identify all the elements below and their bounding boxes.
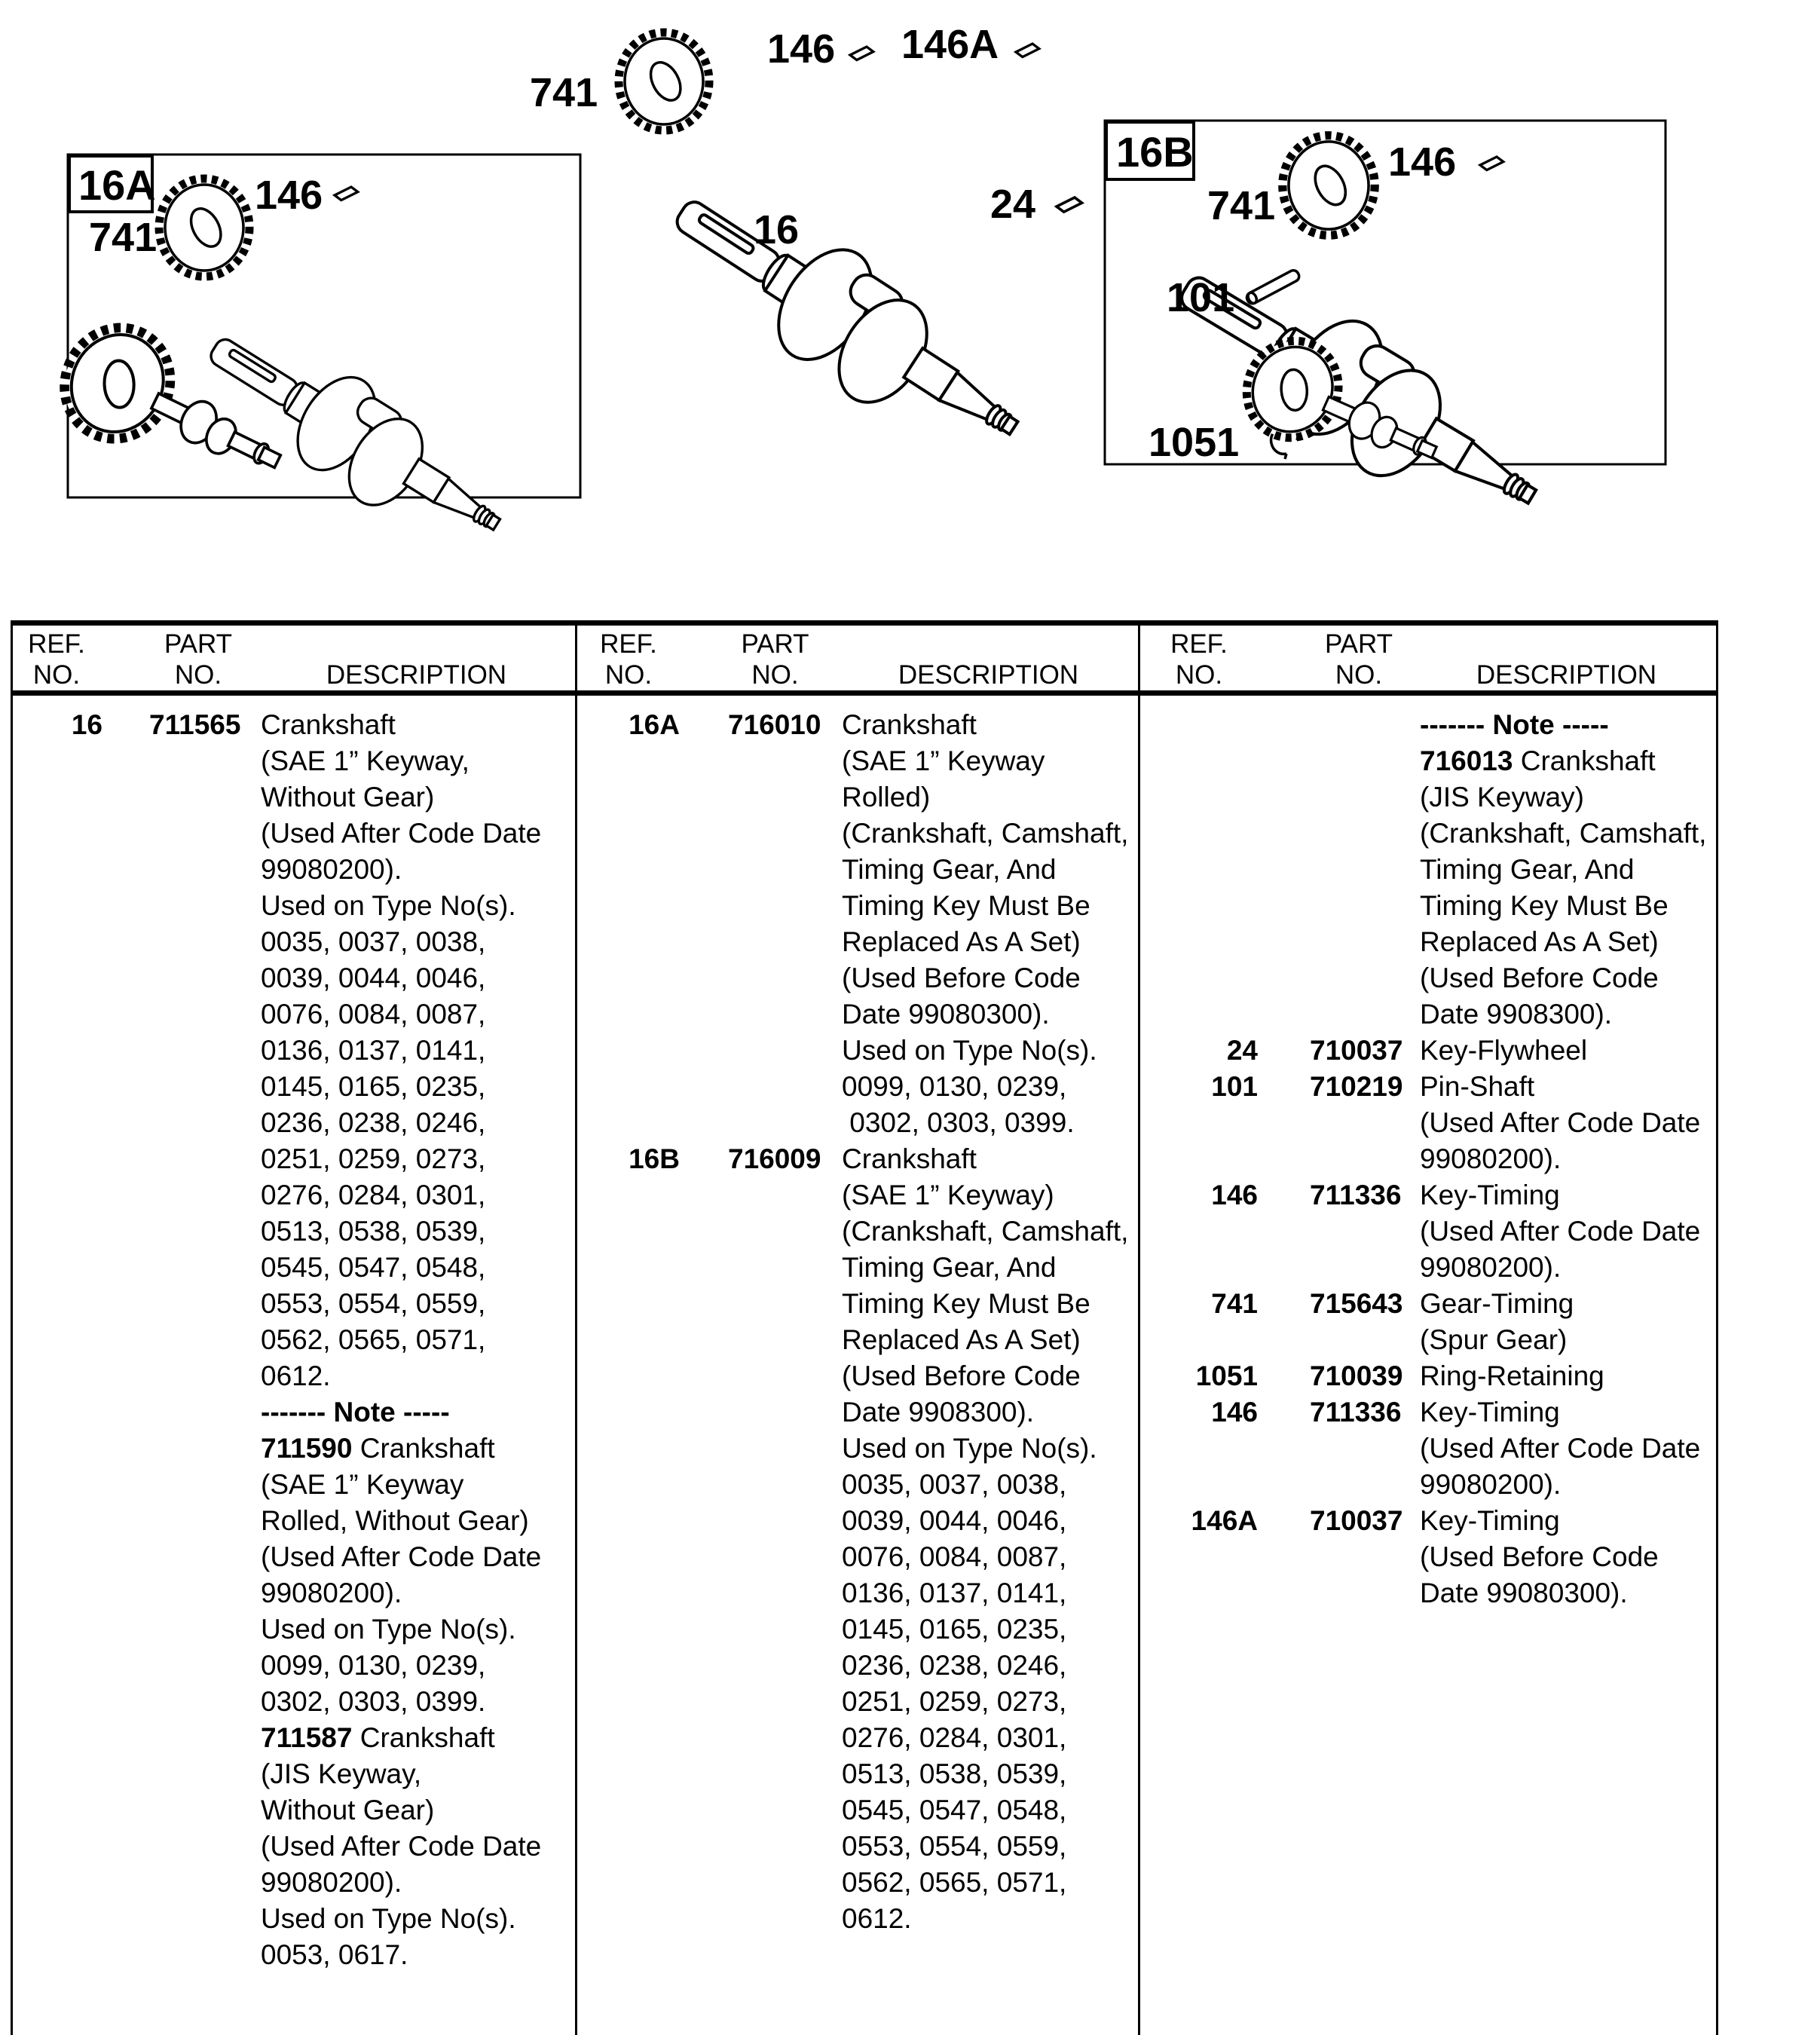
- description-line: 0145, 0165, 0235,: [261, 1071, 486, 1102]
- description-line: 0099, 0130, 0239,: [261, 1650, 486, 1681]
- description-line: 0236, 0238, 0246,: [261, 1107, 486, 1138]
- description-line: Rolled): [842, 782, 931, 812]
- description-line: 0545, 0547, 0548,: [842, 1795, 1067, 1825]
- key-icon: [1480, 157, 1503, 170]
- part-no-header: PART NO.: [741, 629, 809, 690]
- description-line: Crankshaft: [261, 709, 396, 740]
- part-callout-146: 146: [767, 26, 836, 72]
- description-line: Used on Type No(s).: [261, 890, 516, 921]
- part-callout-741: 741: [530, 70, 598, 115]
- ref-no-cell: 146: [1211, 1180, 1258, 1210]
- description-line: 99080200).: [261, 1578, 402, 1608]
- description-line: 0562, 0565, 0571,: [842, 1867, 1067, 1898]
- description-line: Timing Gear, And: [842, 1252, 1057, 1283]
- part-no-cell: 715643: [1310, 1288, 1403, 1319]
- table-right-border: [1716, 620, 1718, 2035]
- description-line: 0076, 0084, 0087,: [261, 999, 486, 1030]
- ref-no-header: REF. NO.: [28, 629, 85, 690]
- description-line: Ring-Retaining: [1420, 1360, 1604, 1391]
- crankshaft-drawing: [647, 161, 1047, 480]
- part-no-header: PART NO.: [164, 629, 233, 690]
- description-line: ------- Note -----: [1420, 709, 1609, 740]
- description-line: Key-Flywheel: [1420, 1035, 1588, 1066]
- part-no-cell: 711336: [1310, 1180, 1402, 1210]
- description-header: DESCRIPTION: [898, 660, 1079, 690]
- key-icon: [335, 187, 358, 200]
- table-header-separator: [11, 690, 1718, 696]
- description-line: (SAE 1” Keyway: [842, 745, 1045, 776]
- part-callout-146a: 146A: [901, 22, 999, 67]
- part-callout-101: 101: [1167, 275, 1235, 320]
- description-line: (SAE 1” Keyway,: [261, 745, 470, 776]
- description-line: 0251, 0259, 0273,: [261, 1143, 486, 1174]
- description-line: Date 99080300).: [842, 999, 1050, 1030]
- description-line: (Crankshaft, Camshaft,: [842, 1216, 1129, 1247]
- key-icon: [850, 47, 873, 60]
- description-line: Replaced As A Set): [842, 926, 1081, 957]
- box-16a-label: 16A: [78, 161, 156, 209]
- column-header: [11, 629, 572, 690]
- description-line: Gear-Timing: [1420, 1288, 1574, 1319]
- diagram-box-16b: [1105, 121, 1666, 552]
- part-no-cell: 710039: [1310, 1360, 1403, 1391]
- ref-no-cell: 16A: [629, 709, 680, 740]
- part-no-cell: 711336: [1310, 1397, 1402, 1428]
- description-line: (Used Before Code: [1420, 1541, 1659, 1572]
- description-line: (JIS Keyway): [1420, 782, 1584, 812]
- pin-shaft-icon: [1245, 268, 1301, 305]
- part-callout-741: 741: [89, 215, 158, 260]
- description-line: Key-Timing: [1420, 1505, 1560, 1536]
- column-header: [577, 629, 1135, 690]
- description-line: 0302, 0303, 0399.: [261, 1686, 486, 1717]
- description-line: Crankshaft: [842, 1143, 977, 1174]
- part-callout-741: 741: [1207, 183, 1276, 228]
- column-header: [1140, 629, 1713, 690]
- description-line: Timing Gear, And: [1420, 854, 1635, 885]
- description-line: Used on Type No(s).: [261, 1903, 516, 1934]
- description-line: 711590 Crankshaft: [261, 1433, 495, 1464]
- description-line: (Used After Code Date: [261, 1541, 542, 1572]
- description-line: Crankshaft: [842, 709, 977, 740]
- timing-gear-icon: [1283, 136, 1375, 236]
- description-line: (Used After Code Date: [1420, 1216, 1701, 1247]
- description-line: 0053, 0617.: [261, 1939, 408, 1970]
- description-line: (Used After Code Date: [1420, 1433, 1701, 1464]
- description-line: 711587 Crankshaft: [261, 1722, 495, 1753]
- description-line: Pin-Shaft: [1420, 1071, 1535, 1102]
- description-line: 0099, 0130, 0239,: [842, 1071, 1067, 1102]
- description-line: (Crankshaft, Camshaft,: [1420, 818, 1707, 849]
- description-line: 99080200).: [1420, 1143, 1562, 1174]
- description-line: 0553, 0554, 0559,: [261, 1288, 486, 1319]
- diagram-area: [0, 0, 1820, 610]
- description-line: 0302, 0303, 0399.: [842, 1107, 1075, 1138]
- description-line: 716013 Crankshaft: [1420, 745, 1656, 776]
- description-line: Used on Type No(s).: [842, 1433, 1097, 1464]
- description-line: 0276, 0284, 0301,: [842, 1722, 1067, 1753]
- description-line: Key-Timing: [1420, 1397, 1560, 1428]
- description-line: 0545, 0547, 0548,: [261, 1252, 486, 1283]
- ref-no-cell: 16B: [629, 1143, 680, 1174]
- description-line: 0039, 0044, 0046,: [842, 1505, 1067, 1536]
- description-line: 0236, 0238, 0246,: [842, 1650, 1067, 1681]
- description-line: 99080200).: [1420, 1469, 1562, 1500]
- description-line: Timing Key Must Be: [1420, 890, 1669, 921]
- description-line: Date 9908300).: [1420, 999, 1613, 1030]
- description-line: Without Gear): [261, 1795, 435, 1825]
- description-line: 0553, 0554, 0559,: [842, 1831, 1067, 1862]
- ref-no-cell: 101: [1211, 1071, 1258, 1102]
- description-header: DESCRIPTION: [1476, 660, 1657, 690]
- part-no-cell: 716010: [728, 709, 821, 740]
- description-line: 0035, 0037, 0038,: [842, 1469, 1067, 1500]
- ref-no-cell: 146: [1211, 1397, 1258, 1428]
- description-line: Timing Key Must Be: [842, 1288, 1090, 1319]
- timing-gear-icon: [619, 32, 709, 130]
- ref-no-header: REF. NO.: [1170, 629, 1228, 690]
- part-no-cell: 716009: [728, 1143, 821, 1174]
- parts-table-column: [1140, 709, 1713, 1614]
- description-line: (Used Before Code: [1420, 962, 1659, 993]
- part-no-header: PART NO.: [1324, 629, 1393, 690]
- ref-no-cell: 24: [1226, 1035, 1258, 1066]
- ref-no-cell: 741: [1211, 1288, 1258, 1319]
- description-line: 0513, 0538, 0539,: [842, 1758, 1067, 1789]
- timing-gear-icon: [159, 179, 249, 277]
- description-line: Timing Key Must Be: [842, 890, 1090, 921]
- parts-table-column: [11, 709, 572, 1975]
- description-line: (Used Before Code: [842, 962, 1081, 993]
- description-line: (Used After Code Date: [261, 818, 542, 849]
- description-line: Without Gear): [261, 782, 435, 812]
- table-top-border: [11, 620, 1718, 626]
- description-line: 0251, 0259, 0273,: [842, 1686, 1067, 1717]
- description-line: Timing Gear, And: [842, 854, 1057, 885]
- description-line: 0136, 0137, 0141,: [842, 1578, 1067, 1608]
- key-icon: [1016, 44, 1039, 57]
- box-16b-label: 16B: [1116, 128, 1194, 176]
- part-callout-16: 16: [754, 207, 800, 252]
- description-line: 0136, 0137, 0141,: [261, 1035, 486, 1066]
- description-line: 0039, 0044, 0046,: [261, 962, 486, 993]
- part-callout-1051: 1051: [1149, 420, 1240, 465]
- part-no-cell: 710037: [1310, 1035, 1403, 1066]
- description-line: 0513, 0538, 0539,: [261, 1216, 486, 1247]
- description-line: (JIS Keyway,: [261, 1758, 422, 1789]
- description-line: Replaced As A Set): [1420, 926, 1659, 957]
- description-line: (SAE 1” Keyway: [261, 1469, 464, 1500]
- description-line: 99080200).: [261, 854, 402, 885]
- description-line: Date 9908300).: [842, 1397, 1035, 1428]
- description-line: (Crankshaft, Camshaft,: [842, 818, 1129, 849]
- description-line: 0076, 0084, 0087,: [842, 1541, 1067, 1572]
- description-line: (Spur Gear): [1420, 1324, 1568, 1355]
- key-icon: [1057, 197, 1082, 212]
- description-line: 0145, 0165, 0235,: [842, 1614, 1067, 1645]
- camshaft-drawing: [46, 310, 302, 512]
- description-line: (Used After Code Date: [261, 1831, 542, 1862]
- ref-no-header: REF. NO.: [600, 629, 657, 690]
- part-callout-146: 146: [255, 173, 323, 218]
- ref-no-cell: 16: [71, 709, 102, 740]
- description-line: 0612.: [842, 1903, 912, 1934]
- description-line: 0276, 0284, 0301,: [261, 1180, 486, 1210]
- description-line: Rolled, Without Gear): [261, 1505, 529, 1536]
- description-line: Used on Type No(s).: [261, 1614, 516, 1645]
- part-no-cell: 710037: [1310, 1505, 1403, 1536]
- diagram-middle-group: [619, 32, 1082, 480]
- description-line: (Used Before Code: [842, 1360, 1081, 1391]
- parts-table-column: [577, 709, 1135, 1939]
- description-line: (Used After Code Date: [1420, 1107, 1701, 1138]
- description-line: 99080200).: [261, 1867, 402, 1898]
- description-header: DESCRIPTION: [326, 660, 507, 690]
- ref-no-cell: 1051: [1195, 1360, 1258, 1391]
- description-line: Used on Type No(s).: [842, 1035, 1097, 1066]
- description-line: Date 99080300).: [1420, 1578, 1628, 1608]
- description-line: Replaced As A Set): [842, 1324, 1081, 1355]
- description-line: 0035, 0037, 0038,: [261, 926, 486, 957]
- description-line: (SAE 1” Keyway): [842, 1180, 1054, 1210]
- description-line: Key-Timing: [1420, 1180, 1560, 1210]
- part-callout-24: 24: [990, 182, 1036, 227]
- description-line: 0612.: [261, 1360, 331, 1391]
- ref-no-cell: 146A: [1191, 1505, 1258, 1536]
- description-line: 99080200).: [1420, 1252, 1562, 1283]
- part-callout-146: 146: [1388, 139, 1457, 185]
- part-no-cell: 711565: [149, 709, 241, 740]
- description-line: 0562, 0565, 0571,: [261, 1324, 486, 1355]
- part-no-cell: 710219: [1310, 1071, 1403, 1102]
- description-line: ------- Note -----: [261, 1397, 450, 1428]
